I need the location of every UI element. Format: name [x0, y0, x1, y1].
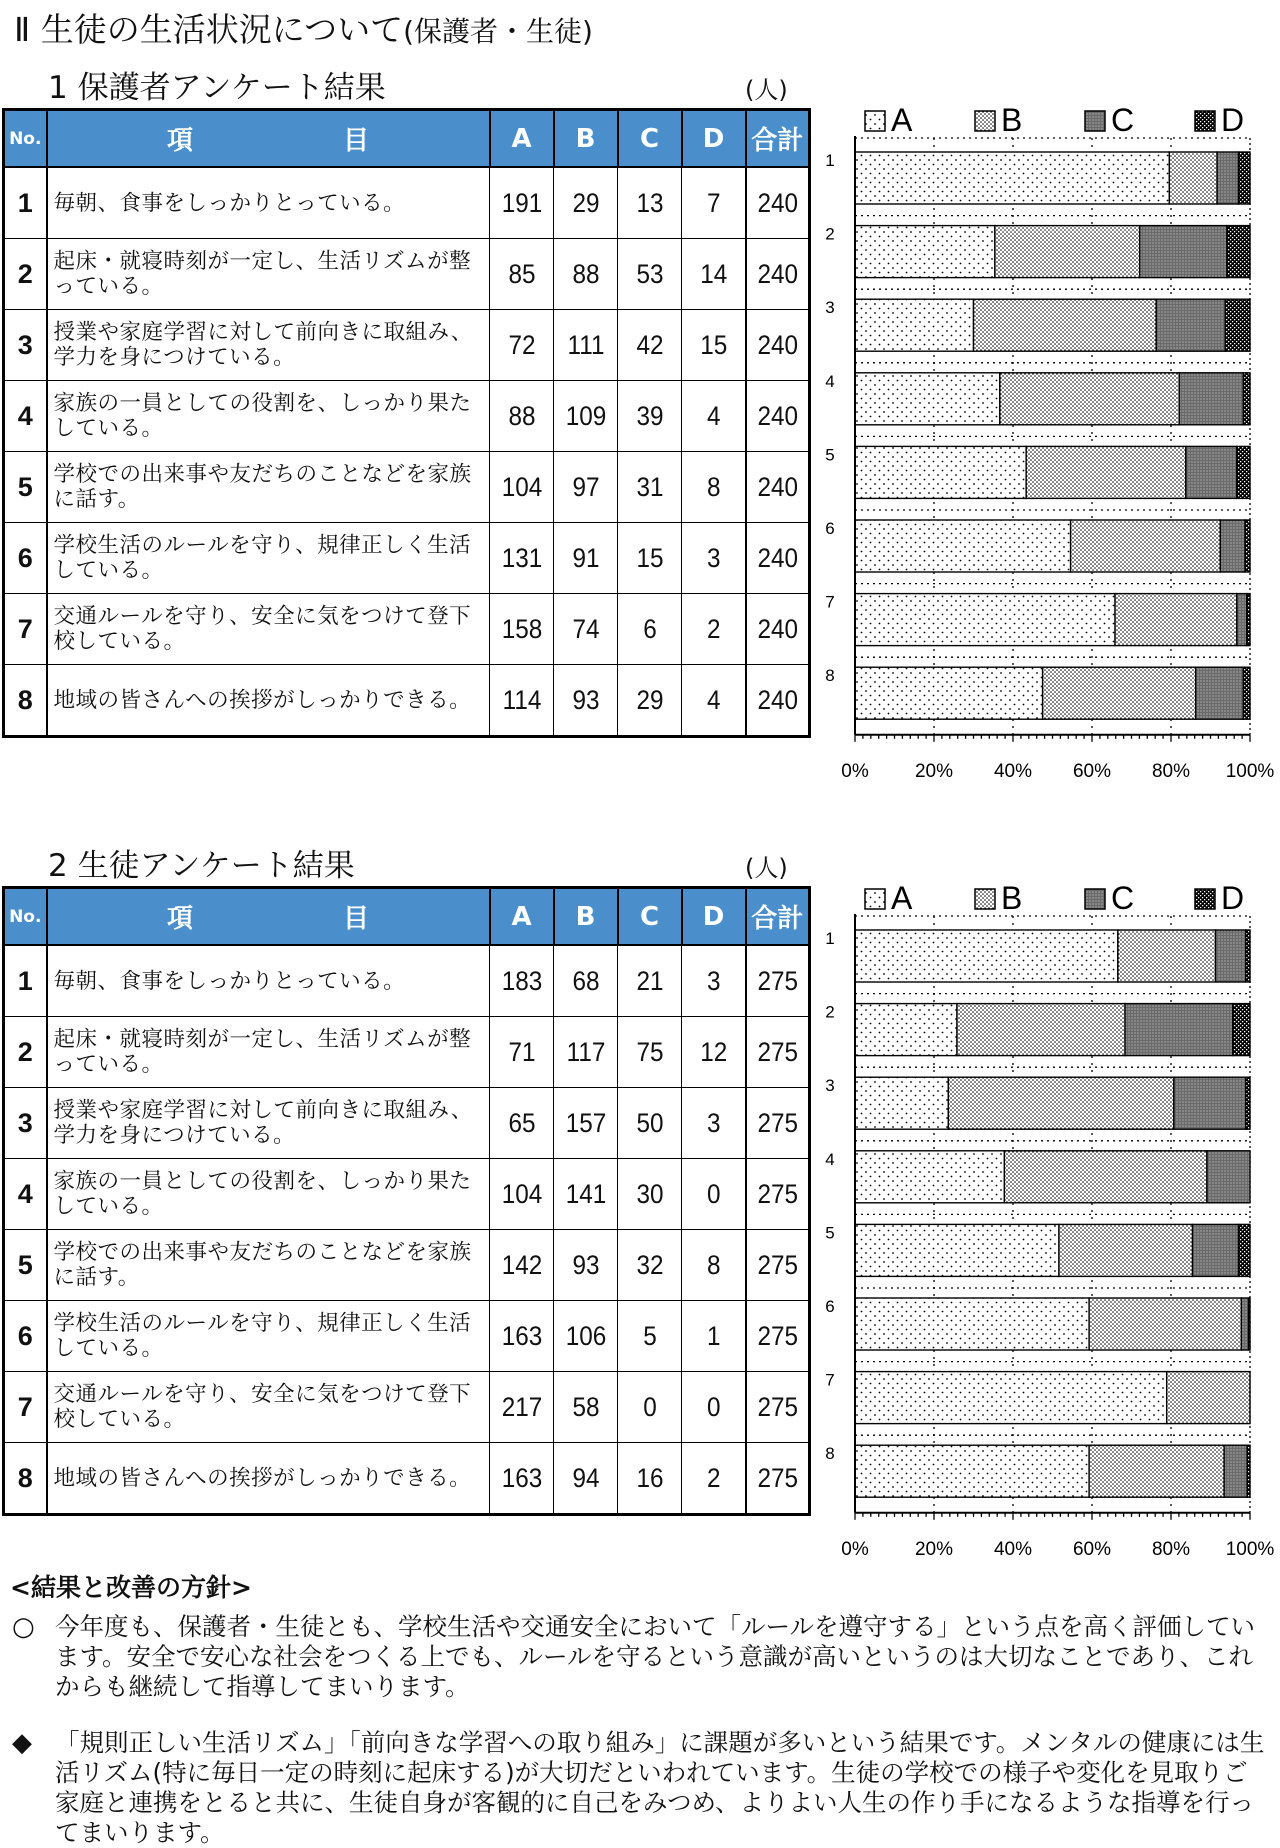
bar-segment-d: [1247, 1445, 1250, 1497]
bar-segment-a: [855, 520, 1071, 572]
value-a: 65: [493, 1088, 551, 1159]
value-c: 6: [621, 594, 679, 665]
col-header-d: D: [682, 888, 746, 946]
bar-segment-a: [855, 299, 974, 351]
bar-segment-c: [1237, 594, 1247, 646]
value-a: 104: [493, 1159, 551, 1230]
bar-segment-a: [855, 226, 995, 278]
bar-segment-c: [1179, 373, 1243, 425]
bar-segment-c: [1196, 667, 1244, 719]
category-label: 5: [825, 1223, 835, 1243]
value-total: 240: [749, 167, 807, 239]
bar-segment-b: [1118, 930, 1216, 982]
page-title: [14, 4, 593, 51]
value-total: 275: [749, 1159, 807, 1230]
value-b: 68: [557, 945, 615, 1017]
col-header-no: No.: [4, 110, 47, 168]
legend-label-c: C: [1111, 102, 1135, 138]
bar-segment-b: [1115, 594, 1237, 646]
table-row: [4, 381, 810, 452]
value-total: 240: [749, 594, 807, 665]
row-item-text: 起床・就寝時刻が一定し、生活リズムが整っている。: [47, 1017, 490, 1088]
value-b: 93: [557, 1230, 615, 1301]
circle-bullet-icon: ○: [12, 1612, 35, 1642]
value-b: 111: [557, 310, 615, 381]
row-number: 3: [4, 310, 47, 381]
bar-segment-d: [1243, 373, 1250, 425]
category-label: 6: [825, 519, 835, 538]
row-number: 8: [4, 665, 47, 737]
bar-segment-a: [855, 373, 1000, 425]
legend-swatch-c: [1085, 889, 1105, 909]
value-total: 275: [749, 1372, 807, 1443]
bar-segment-b: [1043, 667, 1196, 719]
legend-swatch-b: [975, 889, 995, 909]
table-row: [4, 1301, 810, 1372]
col-header-a: A: [490, 888, 554, 946]
bar-segment-d: [1225, 299, 1250, 351]
bar-segment-a: [855, 152, 1169, 204]
value-total: 275: [749, 1443, 807, 1515]
value-c: 31: [621, 452, 679, 523]
bar-segment-a: [855, 1372, 1167, 1424]
table-row: [4, 1159, 810, 1230]
row-number: 5: [4, 1230, 47, 1301]
value-total: 275: [749, 1088, 807, 1159]
bar-segment-b: [995, 226, 1140, 278]
value-a: 114: [493, 665, 551, 737]
bar-segment-b: [1059, 1224, 1193, 1276]
value-d: 1: [685, 1301, 743, 1372]
bar-segment-d: [1245, 520, 1250, 572]
bar-segment-c: [1140, 226, 1227, 278]
value-c: 16: [621, 1443, 679, 1515]
category-label: 4: [825, 1149, 835, 1169]
bar-segment-c: [1186, 446, 1237, 498]
bar-segment-b: [1167, 1372, 1250, 1424]
value-c: 29: [621, 665, 679, 737]
value-a: 163: [493, 1301, 551, 1372]
x-tick-label: 60%: [1072, 1538, 1112, 1560]
table-row: [4, 523, 810, 594]
bar-segment-c: [1224, 1445, 1247, 1497]
col-header-total: 合計: [746, 888, 810, 946]
value-d: 4: [685, 381, 743, 452]
value-c: 13: [621, 167, 679, 239]
value-b: 94: [557, 1443, 615, 1515]
value-c: 53: [621, 239, 679, 310]
value-a: 88: [493, 381, 551, 452]
value-c: 50: [621, 1088, 679, 1159]
bar-segment-c: [1217, 152, 1238, 204]
row-item-text: 学校での出来事や友だちのことなどを家族に話す。: [47, 452, 490, 523]
bar-segment-c: [1174, 1077, 1246, 1129]
bar-segment-d: [1249, 1298, 1250, 1350]
x-tick-label: 80%: [1151, 1538, 1191, 1560]
value-c: 30: [621, 1159, 679, 1230]
row-item-text: 学校生活のルールを守り、規律正しく生活している。: [47, 523, 490, 594]
legend-swatch-b: [975, 111, 995, 131]
parents-section-title: 1 保護者アンケート結果: [48, 70, 386, 106]
bar-segment-d: [1237, 446, 1250, 498]
bar-segment-c: [1207, 1151, 1250, 1203]
legend-swatch-d: [1195, 889, 1215, 909]
value-c: 42: [621, 310, 679, 381]
value-d: 3: [685, 1088, 743, 1159]
legend-label-b: B: [1001, 102, 1023, 138]
row-item-text: 毎朝、食事をしっかりとっている。: [47, 167, 490, 239]
row-number: 2: [4, 1017, 47, 1088]
bar-segment-a: [855, 1298, 1089, 1350]
x-tick-label: 0%: [841, 1538, 869, 1560]
row-number: 1: [4, 167, 47, 239]
row-item-text: 家族の一員としての役割を、しっかり果たしている。: [47, 1159, 490, 1230]
value-total: 240: [749, 381, 807, 452]
value-b: 91: [557, 523, 615, 594]
row-item-text: 授業や家庭学習に対して前向きに取組み、学力を身につけている。: [47, 310, 490, 381]
table-row: [4, 310, 810, 381]
value-total: 240: [749, 523, 807, 594]
row-number: 7: [4, 1372, 47, 1443]
bar-segment-d: [1247, 594, 1250, 646]
table-row: [4, 1372, 810, 1443]
row-item-text: 授業や家庭学習に対して前向きに取組み、学力を身につけている。: [47, 1088, 490, 1159]
col-header-total: 合計: [746, 110, 810, 168]
value-a: 72: [493, 310, 551, 381]
category-label: 3: [825, 1076, 835, 1096]
value-b: 29: [557, 167, 615, 239]
value-b: 106: [557, 1301, 615, 1372]
table-row: [4, 1443, 810, 1515]
table-row: [4, 1017, 810, 1088]
category-label: 6: [825, 1297, 835, 1316]
page-title-main: Ⅱ 生徒の生活状況について: [14, 10, 404, 49]
table-row: [4, 945, 810, 1017]
value-total: 275: [749, 1301, 807, 1372]
policy-title: <結果と改善の方針>: [10, 1573, 252, 1602]
value-total: 240: [749, 239, 807, 310]
bar-segment-b: [1000, 373, 1179, 425]
students-table-body: [4, 945, 810, 1515]
category-label: 1: [825, 929, 835, 948]
legend-swatch-a: [865, 111, 885, 131]
row-item-text: 学校での出来事や友だちのことなどを家族に話す。: [47, 1230, 490, 1301]
bar-segment-c: [1156, 299, 1225, 351]
row-number: 7: [4, 594, 47, 665]
value-d: 3: [685, 945, 743, 1017]
table-row: [4, 167, 810, 239]
value-b: 93: [557, 665, 615, 737]
parents-table-body: [4, 167, 810, 737]
table-header-row: [4, 888, 810, 946]
value-a: 71: [493, 1017, 551, 1088]
bar-segment-d: [1233, 1004, 1250, 1056]
value-b: 109: [557, 381, 615, 452]
col-header-item-right: 目: [343, 904, 370, 934]
col-header-b: B: [554, 888, 618, 946]
students-table: [2, 886, 811, 1516]
bar-segment-b: [1071, 520, 1221, 572]
value-d: 4: [685, 665, 743, 737]
legend-label-b: B: [1001, 880, 1023, 916]
value-b: 97: [557, 452, 615, 523]
value-d: 7: [685, 167, 743, 239]
row-item-text: 地域の皆さんへの挨拶がしっかりできる。: [47, 665, 490, 737]
x-tick-label: 20%: [914, 760, 954, 782]
col-header-a: A: [490, 110, 554, 168]
value-d: 0: [685, 1372, 743, 1443]
value-a: 163: [493, 1443, 551, 1515]
value-c: 21: [621, 945, 679, 1017]
value-d: 12: [685, 1017, 743, 1088]
x-tick-label: 20%: [914, 1538, 954, 1560]
value-c: 5: [621, 1301, 679, 1372]
bar-segment-d: [1246, 1077, 1250, 1129]
value-b: 141: [557, 1159, 615, 1230]
legend-label-d: D: [1221, 880, 1245, 916]
bar-segment-c: [1193, 1224, 1239, 1276]
bar-segment-d: [1238, 152, 1250, 204]
row-number: 5: [4, 452, 47, 523]
row-item-text: 起床・就寝時刻が一定し、生活リズムが整っている。: [47, 239, 490, 310]
value-a: 142: [493, 1230, 551, 1301]
col-header-no: No.: [4, 888, 47, 946]
table-header-row: [4, 110, 810, 168]
bar-segment-b: [1089, 1445, 1224, 1497]
value-d: 2: [685, 594, 743, 665]
value-d: 14: [685, 239, 743, 310]
parents-table: [2, 108, 811, 738]
value-d: 8: [685, 452, 743, 523]
row-number: 6: [4, 1301, 47, 1372]
table-row: [4, 239, 810, 310]
x-tick-label: 80%: [1151, 760, 1191, 782]
table-row: [4, 452, 810, 523]
col-header-item-left: 項: [166, 904, 193, 934]
category-label: 7: [825, 1370, 835, 1390]
col-header-item-left: 項: [166, 126, 193, 156]
bar-segment-c: [1220, 520, 1245, 572]
value-total: 240: [749, 310, 807, 381]
bar-segment-b: [957, 1004, 1125, 1056]
legend-swatch-c: [1085, 111, 1105, 131]
bar-segment-a: [855, 1151, 1004, 1203]
col-header-item-right: 目: [343, 126, 370, 156]
value-b: 58: [557, 1372, 615, 1443]
table-row: [4, 1088, 810, 1159]
row-number: 1: [4, 945, 47, 1017]
legend-swatch-d: [1195, 111, 1215, 131]
table-row: [4, 1230, 810, 1301]
category-label: 8: [825, 1444, 835, 1464]
value-d: 15: [685, 310, 743, 381]
col-header-item: [47, 110, 490, 168]
value-c: 75: [621, 1017, 679, 1088]
category-label: 1: [825, 151, 835, 170]
bar-segment-b: [1089, 1298, 1241, 1350]
students-section-title: 2 生徒アンケート結果: [48, 848, 355, 884]
legend-label-a: A: [891, 102, 913, 138]
value-d: 2: [685, 1443, 743, 1515]
page-title-sub: (保護者・生徒): [403, 15, 593, 48]
category-label: 2: [825, 1002, 835, 1022]
x-tick-label: 40%: [993, 760, 1033, 782]
bar-segment-a: [855, 446, 1026, 498]
students-bar-chart: [810, 873, 1280, 1573]
bar-segment-d: [1227, 226, 1250, 278]
col-header-c: C: [618, 110, 682, 168]
bar-segment-b: [1026, 446, 1186, 498]
bar-segment-a: [855, 667, 1043, 719]
x-tick-label: 100%: [1225, 1538, 1275, 1560]
row-item-text: 毎朝、食事をしっかりとっている。: [47, 945, 490, 1017]
x-tick-label: 60%: [1072, 760, 1112, 782]
row-item-text: 交通ルールを守り、安全に気をつけて登下校している。: [47, 594, 490, 665]
bar-segment-a: [855, 1077, 948, 1129]
value-total: 275: [749, 1230, 807, 1301]
col-header-c: C: [618, 888, 682, 946]
bar-segment-a: [855, 1004, 957, 1056]
legend-label-a: A: [891, 880, 913, 916]
row-number: 2: [4, 239, 47, 310]
parents-unit: (人): [745, 76, 788, 104]
value-total: 275: [749, 1017, 807, 1088]
value-a: 217: [493, 1372, 551, 1443]
bar-segment-b: [1169, 152, 1217, 204]
bar-segment-c: [1241, 1298, 1248, 1350]
value-c: 15: [621, 523, 679, 594]
legend-swatch-a: [865, 889, 885, 909]
value-b: 88: [557, 239, 615, 310]
x-tick-label: 40%: [993, 1538, 1033, 1560]
col-header-item: [47, 888, 490, 946]
value-a: 183: [493, 945, 551, 1017]
col-header-b: B: [554, 110, 618, 168]
value-total: 240: [749, 665, 807, 737]
value-c: 39: [621, 381, 679, 452]
value-b: 157: [557, 1088, 615, 1159]
row-item-text: 地域の皆さんへの挨拶がしっかりできる。: [47, 1443, 490, 1515]
students-unit: (人): [745, 854, 788, 882]
category-label: 4: [825, 371, 835, 391]
x-tick-label: 0%: [841, 760, 869, 782]
row-item-text: 交通ルールを守り、安全に気をつけて登下校している。: [47, 1372, 490, 1443]
category-label: 2: [825, 224, 835, 244]
row-number: 4: [4, 381, 47, 452]
table-row: [4, 594, 810, 665]
row-item-text: 学校生活のルールを守り、規律正しく生活している。: [47, 1301, 490, 1372]
bar-segment-d: [1243, 667, 1250, 719]
bar-segment-b: [948, 1077, 1174, 1129]
category-label: 8: [825, 666, 835, 686]
value-a: 131: [493, 523, 551, 594]
category-label: 7: [825, 592, 835, 612]
value-a: 85: [493, 239, 551, 310]
bar-segment-c: [1125, 1004, 1233, 1056]
value-c: 0: [621, 1372, 679, 1443]
bar-segment-b: [974, 299, 1157, 351]
bar-segment-a: [855, 930, 1118, 982]
value-b: 117: [557, 1017, 615, 1088]
bar-segment-d: [1246, 930, 1250, 982]
row-number: 3: [4, 1088, 47, 1159]
x-tick-label: 100%: [1225, 760, 1275, 782]
legend-label-d: D: [1221, 102, 1245, 138]
policy-paragraph-2: 「規則正しい生活リズム」「前向きな学習への取り組み」に課題が多いという結果です。メンタルの健康には生活リズム(特に毎日一定の時刻に起床する)が大切だといわれています。生徒の学校での様子や変化を見取りご家庭と連携をとると共に、生徒自身が客観的に自己をみつめ、よりよい人生の作り手になるような指導を行ってまいります。: [55, 1728, 1265, 1847]
bar-segment-c: [1216, 930, 1246, 982]
legend-label-c: C: [1111, 880, 1135, 916]
value-d: 8: [685, 1230, 743, 1301]
value-a: 104: [493, 452, 551, 523]
value-d: 0: [685, 1159, 743, 1230]
col-header-d: D: [682, 110, 746, 168]
category-label: 5: [825, 445, 835, 465]
policy-paragraph-1: 今年度も、保護者・生徒とも、学校生活や交通安全において「ルールを遵守する」という点を高く評価しています。安全で安心な社会をつくる上でも、ルールを守るという意識が高いというのは大切なことであり、これからも継続して指導してまいります。: [55, 1612, 1256, 1701]
value-a: 158: [493, 594, 551, 665]
value-total: 275: [749, 945, 807, 1017]
table-row: [4, 665, 810, 737]
row-number: 6: [4, 523, 47, 594]
diamond-bullet-icon: ◆: [12, 1728, 32, 1758]
bar-segment-b: [1004, 1151, 1207, 1203]
value-c: 32: [621, 1230, 679, 1301]
bar-segment-a: [855, 1445, 1089, 1497]
row-number: 4: [4, 1159, 47, 1230]
bar-segment-a: [855, 594, 1115, 646]
value-b: 74: [557, 594, 615, 665]
value-d: 3: [685, 523, 743, 594]
value-total: 240: [749, 452, 807, 523]
value-a: 191: [493, 167, 551, 239]
category-label: 3: [825, 298, 835, 318]
parents-bar-chart: [810, 95, 1280, 795]
row-number: 8: [4, 1443, 47, 1515]
bar-segment-d: [1239, 1224, 1250, 1276]
row-item-text: 家族の一員としての役割を、しっかり果たしている。: [47, 381, 490, 452]
bar-segment-a: [855, 1224, 1059, 1276]
